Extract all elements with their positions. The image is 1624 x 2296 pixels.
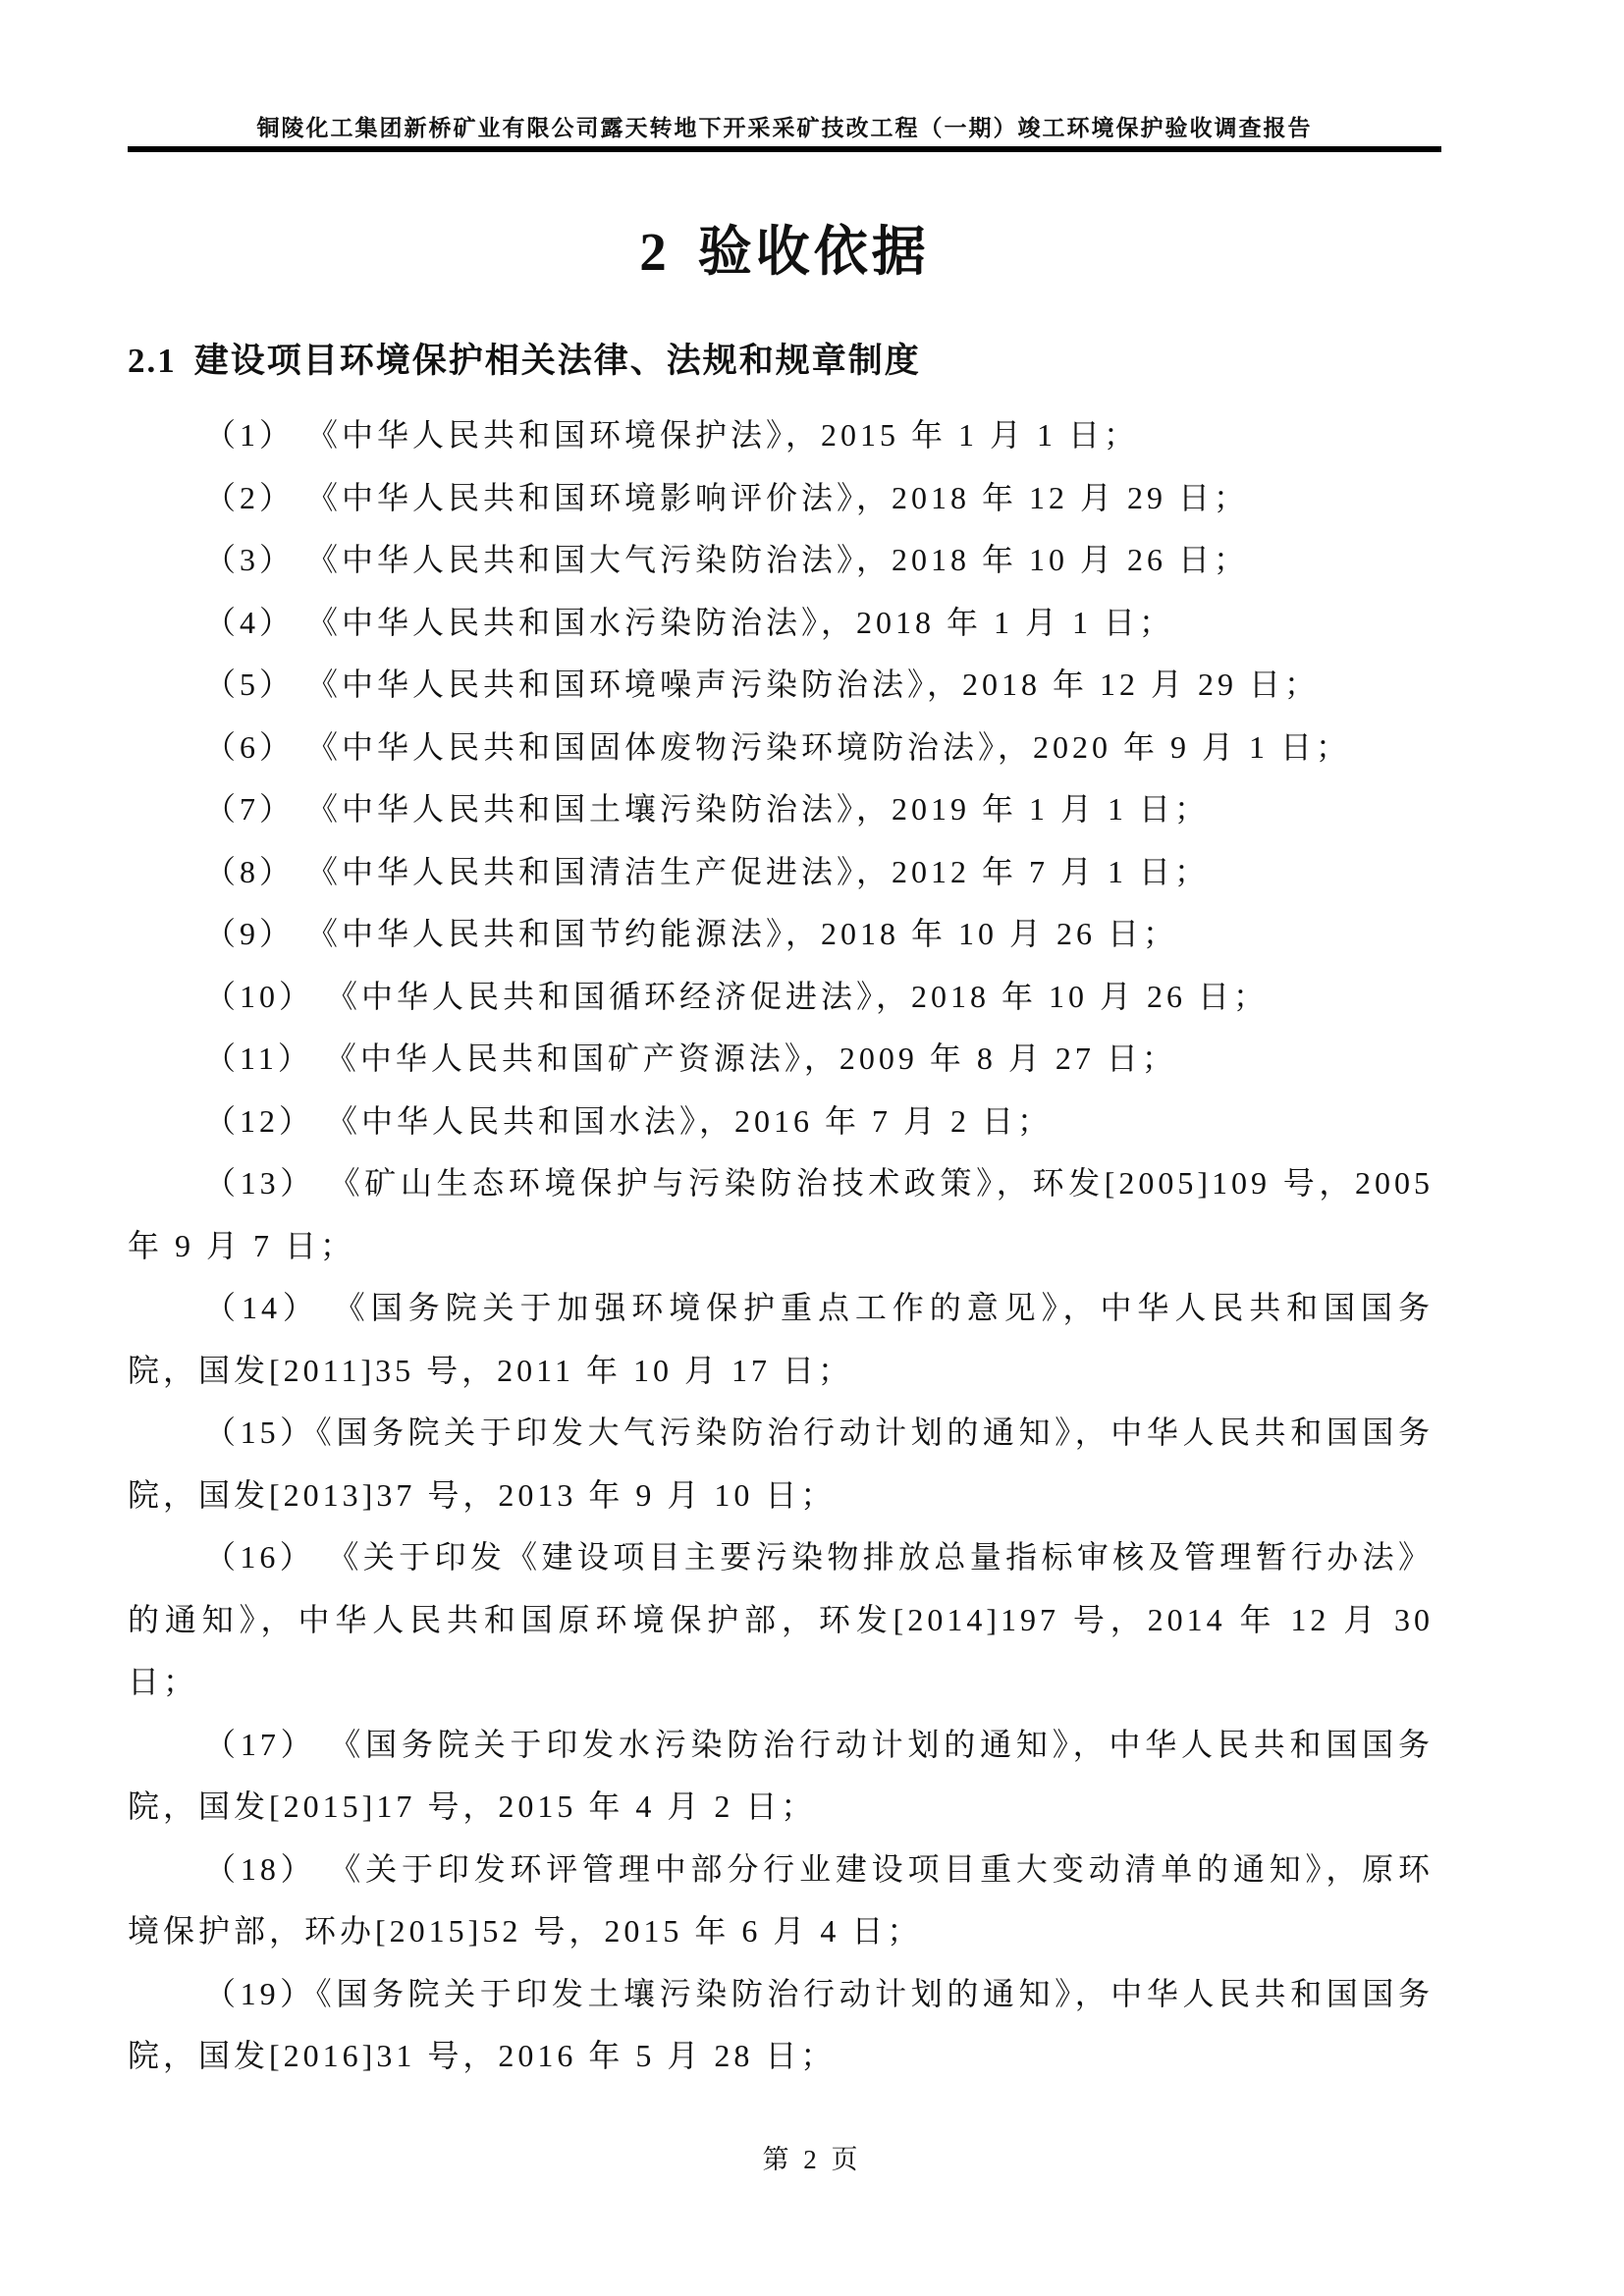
chapter-title-text: 验收依据 bbox=[697, 222, 930, 282]
list-item: （14） 《国务院关于加强环境保护重点工作的意见》，中华人民共和国国务院，国发[2011]35 号，2011 年 10 月 17 日； bbox=[128, 1290, 1434, 1388]
list-item: （5） 《中华人民共和国环境噪声污染防治法》，2018 年 12 月 29 日； bbox=[204, 667, 1321, 702]
list-item: （7） 《中华人民共和国土壤污染防治法》，2019 年 1 月 1 日； bbox=[204, 791, 1211, 827]
list-item: （10） 《中华人民共和国循环经济促进法》，2018 年 10 月 26 日； bbox=[204, 978, 1270, 1014]
list-item: （11） 《中华人民共和国矿产资源法》，2009 年 8 月 27 日； bbox=[204, 1041, 1177, 1076]
page-number: 第 2 页 bbox=[762, 2145, 862, 2174]
list-item: （13） 《矿山生态环境保护与污染防治技术政策》，环发[2005]109 号，2005 年 9 月 7 日； bbox=[128, 1165, 1434, 1263]
header-rule bbox=[128, 146, 1441, 152]
list-item: （16） 《关于印发《建设项目主要污染物排放总量指标审核及管理暂行办法》的通知》，中华人民共和国原环境保护部，环发[2014]197 号，2014 年 12 月 30 日； bbox=[128, 1539, 1434, 1699]
chapter-number: 2 bbox=[639, 222, 671, 282]
section-number: 2.1 bbox=[128, 342, 177, 380]
chapter-title bbox=[128, 208, 1441, 286]
list-item: （3） 《中华人民共和国大气污染防治法》，2018 年 10 月 26 日； bbox=[204, 542, 1250, 577]
list-item: （15）《国务院关于印发大气污染防治行动计划的通知》，中华人民共和国国务院，国发[2013]37 号，2013 年 9 月 10 日； bbox=[128, 1415, 1434, 1513]
list-item: （19）《国务院关于印发土壤污染防治行动计划的通知》，中华人民共和国国务院，国发[2016]31 号，2016 年 5 月 28 日； bbox=[128, 1975, 1434, 2073]
section-heading bbox=[128, 334, 1502, 383]
list-item: （17） 《国务院关于印发水污染防治行动计划的通知》，中华人民共和国国务院，国发[2015]17 号，2015 年 4 月 2 日； bbox=[128, 1726, 1434, 1824]
running-header: 铜陵化工集团新桥矿业有限公司露天转地下开采采矿技改工程（一期）竣工环境保护验收调查报告 bbox=[256, 116, 1313, 140]
list-item: （8） 《中华人民共和国清洁生产促进法》，2012 年 7 月 1 日； bbox=[204, 853, 1211, 889]
list-item: （18） 《关于印发环评管理中部分行业建设项目重大变动清单的通知》，原环境保护部，环办[2015]52 号，2015 年 6 月 4 日； bbox=[128, 1850, 1434, 1949]
list-item: （1） 《中华人民共和国环境保护法》，2015 年 1 月 1 日； bbox=[204, 417, 1140, 453]
section-title-text: 建设项目环境保护相关法律、法规和规章制度 bbox=[193, 342, 921, 380]
law-list bbox=[128, 404, 1434, 2088]
list-item: （12） 《中华人民共和国水法》，2016 年 7 月 2 日； bbox=[204, 1102, 1054, 1139]
list-item: （4） 《中华人民共和国水污染防治法》，2018 年 1 月 1 日； bbox=[204, 604, 1175, 640]
list-item: （2） 《中华人民共和国环境影响评价法》，2018 年 12 月 29 日； bbox=[204, 479, 1250, 515]
list-item: （9） 《中华人民共和国节约能源法》，2018 年 10 月 26 日； bbox=[204, 916, 1179, 951]
list-item: （6） 《中华人民共和国固体废物污染环境防治法》，2020 年 9 月 1 日； bbox=[204, 728, 1352, 765]
